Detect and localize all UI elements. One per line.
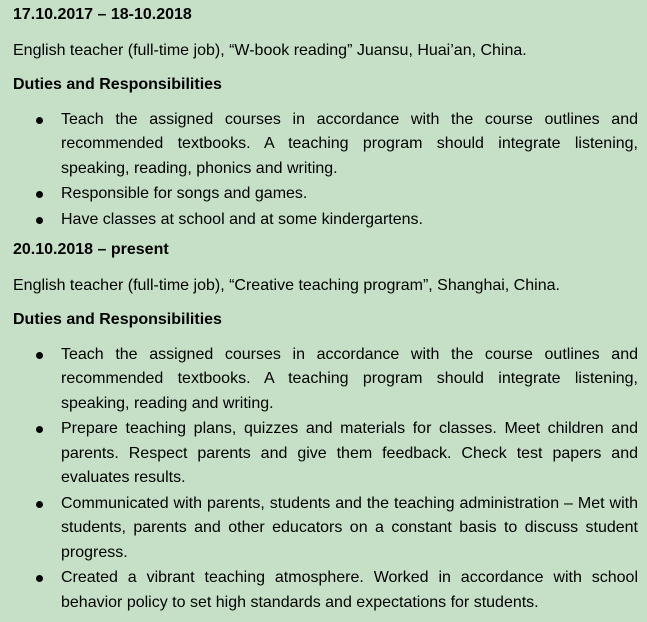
duty-item: Created a vibrant teaching atmosphere. Worked in accordance with school behavior policy to set high standards and expectations for students. <box>13 566 638 615</box>
job-section-2 <box>13 238 638 615</box>
duties-list <box>13 343 638 616</box>
bullet-icon <box>36 117 43 124</box>
job-section-1 <box>13 3 638 232</box>
duties-list <box>13 108 638 233</box>
job-date-range: 17.10.2017 – 18-10.2018 <box>13 6 192 23</box>
duty-item: Responsible for songs and games. <box>13 182 638 207</box>
bullet-icon <box>36 501 43 508</box>
duty-item: Teach the assigned courses in accordance with the course outlines and recommended textbooks. A teaching program should integrate listening, speaking, reading and writing. <box>13 343 638 417</box>
duty-item: Communicated with parents, students and the teaching administration – Met with students, parents and other educators on a constant basis to discuss student progress. <box>13 492 638 566</box>
bullet-icon <box>36 426 43 433</box>
duty-item: Prepare teaching plans, quizzes and materials for classes. Meet children and parents. Respect parents and give them feedback. Check test papers and evaluates results. <box>13 417 638 491</box>
job-date-range: 20.10.2018 – present <box>13 241 169 258</box>
job-title: English teacher (full-time job), “W-book reading” Juansu, Huai’an, China. <box>13 41 527 59</box>
duty-item: Have classes at school and at some kindergartens. <box>13 208 638 233</box>
job-title: English teacher (full-time job), “Creative teaching program”, Shanghai, China. <box>13 276 560 294</box>
bullet-icon <box>36 352 43 359</box>
duties-heading: Duties and Responsibilities <box>13 311 222 328</box>
bullet-icon <box>36 217 43 224</box>
bullet-icon <box>36 191 43 198</box>
bullet-icon <box>36 575 43 582</box>
duty-item: Teach the assigned courses in accordance with the course outlines and recommended textbooks. A teaching program should integrate listening, speaking, reading, phonics and writing. <box>13 108 638 182</box>
duties-heading: Duties and Responsibilities <box>13 76 222 93</box>
